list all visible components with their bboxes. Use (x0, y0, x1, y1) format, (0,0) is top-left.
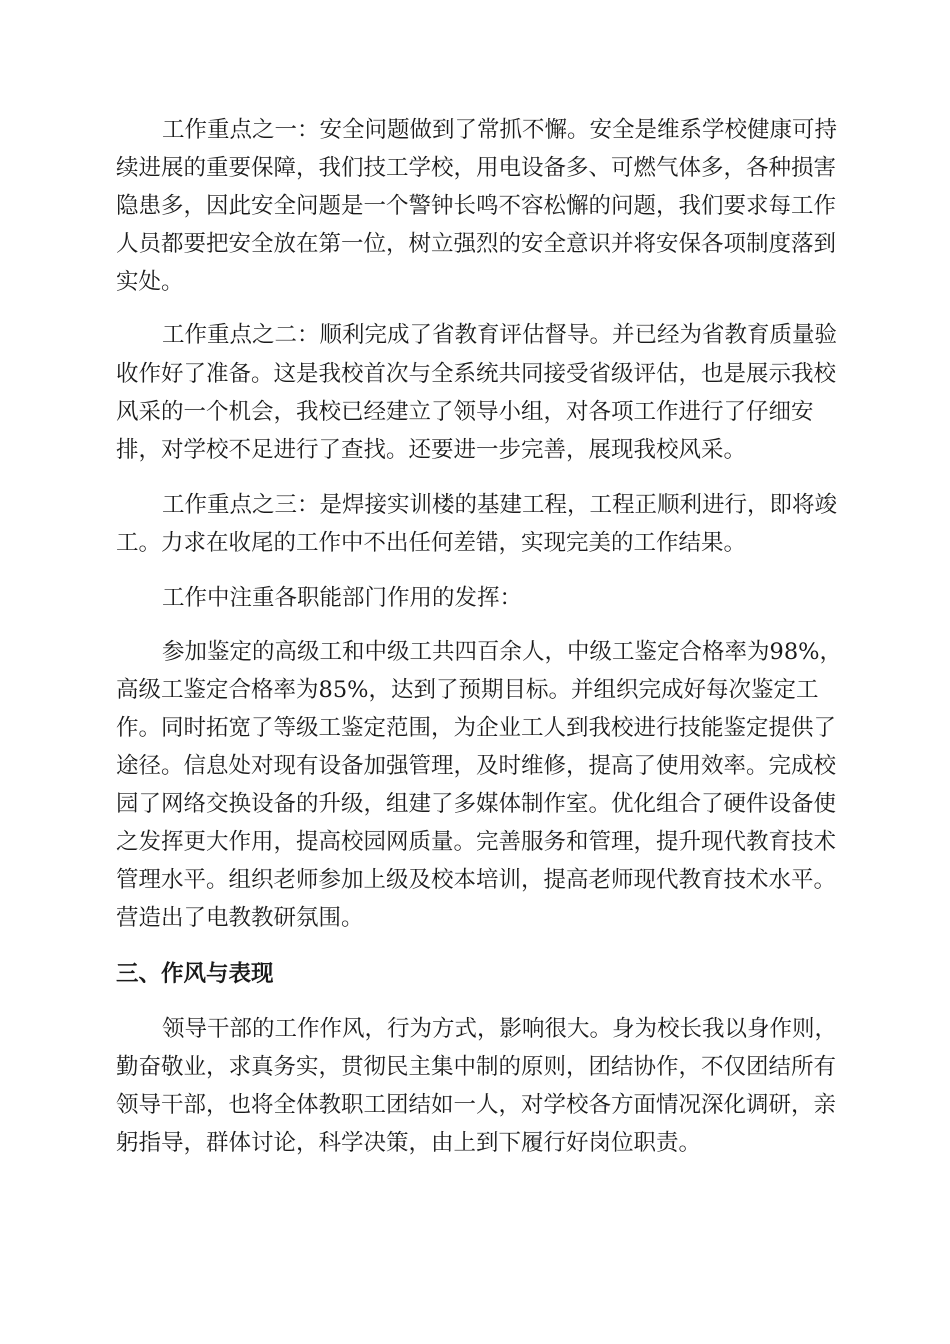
text-line: 途径。信息处对现有设备加强管理，及时维修，提高了使用效率。完成校 (116, 753, 837, 779)
text-line: 参加鉴定的高级工和中级工共四百余人，中级工鉴定合格率为98%， (162, 639, 843, 665)
text-line: 勤奋敬业，求真务实，贯彻民主集中制的原则，团结协作，不仅团结所有 (116, 1054, 837, 1080)
text-line: 作。同时拓宽了等级工鉴定范围，为企业工人到我校进行技能鉴定提供了 (116, 715, 837, 741)
text-line: 之发挥更大作用，提高校园网质量。完善服务和管理，提升现代教育技术 (116, 829, 837, 855)
text-line: 人员都要把安全放在第一位，树立强烈的安全意识并将安保各项制度落到 (116, 231, 837, 257)
text-line: 高级工鉴定合格率为85%，达到了预期目标。并组织完成好每次鉴定工 (116, 677, 819, 703)
text-line: 工。力求在收尾的工作中不出任何差错，实现完美的工作结果。 (116, 530, 747, 556)
text-line: 收作好了准备。这是我校首次与全系统共同接受省级评估，也是展示我校 (116, 361, 837, 387)
text-line: 实处。 (116, 269, 184, 295)
text-line: 工作重点之一：安全问题做到了常抓不懈。安全是维系学校健康可持 (162, 117, 838, 143)
text-line: 躬指导，群体讨论，科学决策，由上到下履行好岗位职责。 (116, 1130, 702, 1156)
text-line: 风采的一个机会，我校已经建立了领导小组，对各项工作进行了仔细安 (116, 399, 814, 425)
text-line: 排，对学校不足进行了查找。还要进一步完善，展现我校风采。 (116, 437, 747, 463)
text-line: 工作重点之二：顺利完成了省教育评估督导。并已经为省教育质量验 (162, 322, 838, 348)
text-line: 园了网络交换设备的升级，组建了多媒体制作室。优化组合了硬件设备使 (116, 791, 837, 817)
text-line: 营造出了电教教研氛围。 (116, 905, 364, 931)
text-line: 工作中注重各职能部门作用的发挥： (162, 585, 523, 611)
text-line: 隐患多，因此安全问题是一个警钟长鸣不容松懈的问题，我们要求每工作 (116, 193, 837, 219)
section-heading: 三、作风与表现 (116, 961, 274, 987)
text-line: 续进展的重要保障，我们技工学校，用电设备多、可燃气体多，各种损害 (116, 155, 837, 181)
text-line: 领导干部的工作作风，行为方式，影响很大。身为校长我以身作则， (162, 1016, 838, 1042)
text-line: 工作重点之三：是焊接实训楼的基建工程，工程正顺利进行，即将竣 (162, 492, 838, 518)
text-line: 管理水平。组织老师参加上级及校本培训，提高老师现代教育技术水平。 (116, 867, 837, 893)
text-line: 领导干部，也将全体教职工团结如一人，对学校各方面情况深化调研，亲 (116, 1092, 837, 1118)
